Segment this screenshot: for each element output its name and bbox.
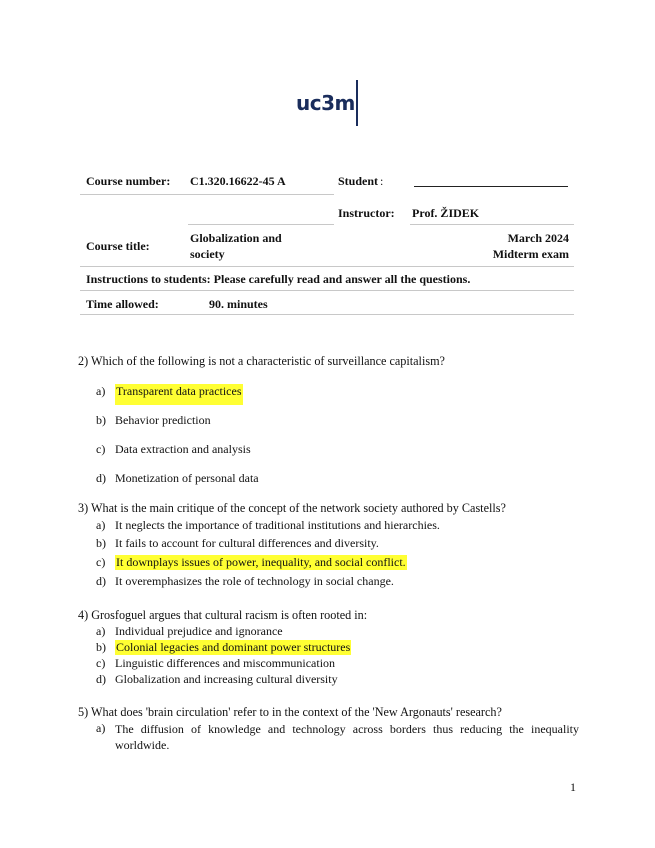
instructor-label: Instructor: (338, 206, 395, 220)
header-rule (80, 194, 334, 195)
instructor-value: Prof. ŽIDEK (412, 206, 480, 220)
question-text: 4) Grosfoguel argues that cultural racism is often rooted in: (78, 608, 368, 622)
option-text: The diffusion of knowledge and technology across borders thus reducing the inequality worldwide. (115, 722, 579, 752)
option-text: It neglects the importance of traditional institutions and hierarchies. (115, 518, 440, 532)
header-rule (80, 266, 574, 267)
option-text: Globalization and increasing cultural diversity (115, 672, 338, 686)
option-text: Monetization of personal data (115, 471, 259, 485)
time-allowed-value: 90. minutes (209, 297, 268, 311)
course-title-line1: Globalization and (190, 231, 282, 245)
option-letter: b) (96, 640, 106, 654)
option-text: Individual prejudice and ignorance (115, 624, 283, 638)
course-title-label: Course title: (86, 239, 150, 253)
option-text-highlighted: Colonial legacies and dominant power structures (116, 640, 351, 654)
question-text: 3) What is the main critique of the concept of the network society authored by Castells? (78, 501, 506, 515)
header-rule (80, 290, 574, 291)
option-text: It overemphasizes the role of technology in social change. (115, 574, 394, 588)
option-letter: b) (96, 536, 106, 550)
option-letter: b) (96, 413, 106, 427)
option-text-highlighted: Transparent data practices (115, 384, 243, 405)
option-letter: a) (96, 384, 106, 398)
logo-text: uc3m (296, 91, 355, 115)
student-name-line (414, 186, 568, 187)
option-letter: d) (96, 672, 106, 686)
exam-type: Midterm exam (492, 247, 569, 261)
option-letter: a) (96, 624, 106, 638)
option-text: Behavior prediction (115, 413, 211, 427)
course-number-label: Course number: (86, 174, 171, 188)
page-number: 1 (570, 780, 576, 794)
option-text: Data extraction and analysis (115, 442, 251, 456)
option-text-highlighted: It downplays issues of power, inequality, and social conflict. (116, 555, 406, 569)
option-letter: a) (96, 721, 106, 735)
student-colon: : (380, 174, 384, 188)
option-letter: d) (96, 471, 106, 485)
option-letter: c) (96, 442, 106, 456)
course-title-line2: society (190, 247, 225, 261)
option-letter: c) (96, 555, 106, 569)
student-label: Student (338, 174, 379, 188)
header-rule (80, 314, 574, 315)
header-rule (410, 224, 574, 225)
option-letter: a) (96, 518, 106, 532)
option-text: Linguistic differences and miscommunication (115, 656, 336, 670)
header-rule (188, 224, 334, 225)
time-allowed-label: Time allowed: (86, 297, 159, 311)
option-text: It fails to account for cultural differences and diversity. (115, 536, 379, 550)
option-letter: d) (96, 574, 106, 588)
exam-date: March 2024 (507, 231, 569, 245)
logo-divider (356, 80, 358, 126)
question-text: 2) Which of the following is not a characteristic of surveillance capitalism? (78, 354, 445, 368)
option-letter: c) (96, 656, 106, 670)
question-text: 5) What does 'brain circulation' refer to in the context of the 'New Argonauts' research? (78, 705, 502, 719)
instructions-text: Instructions to students: Please carefully read and answer all the questions. (86, 272, 471, 286)
course-number-value: C1.320.16622-45 A (190, 174, 286, 188)
